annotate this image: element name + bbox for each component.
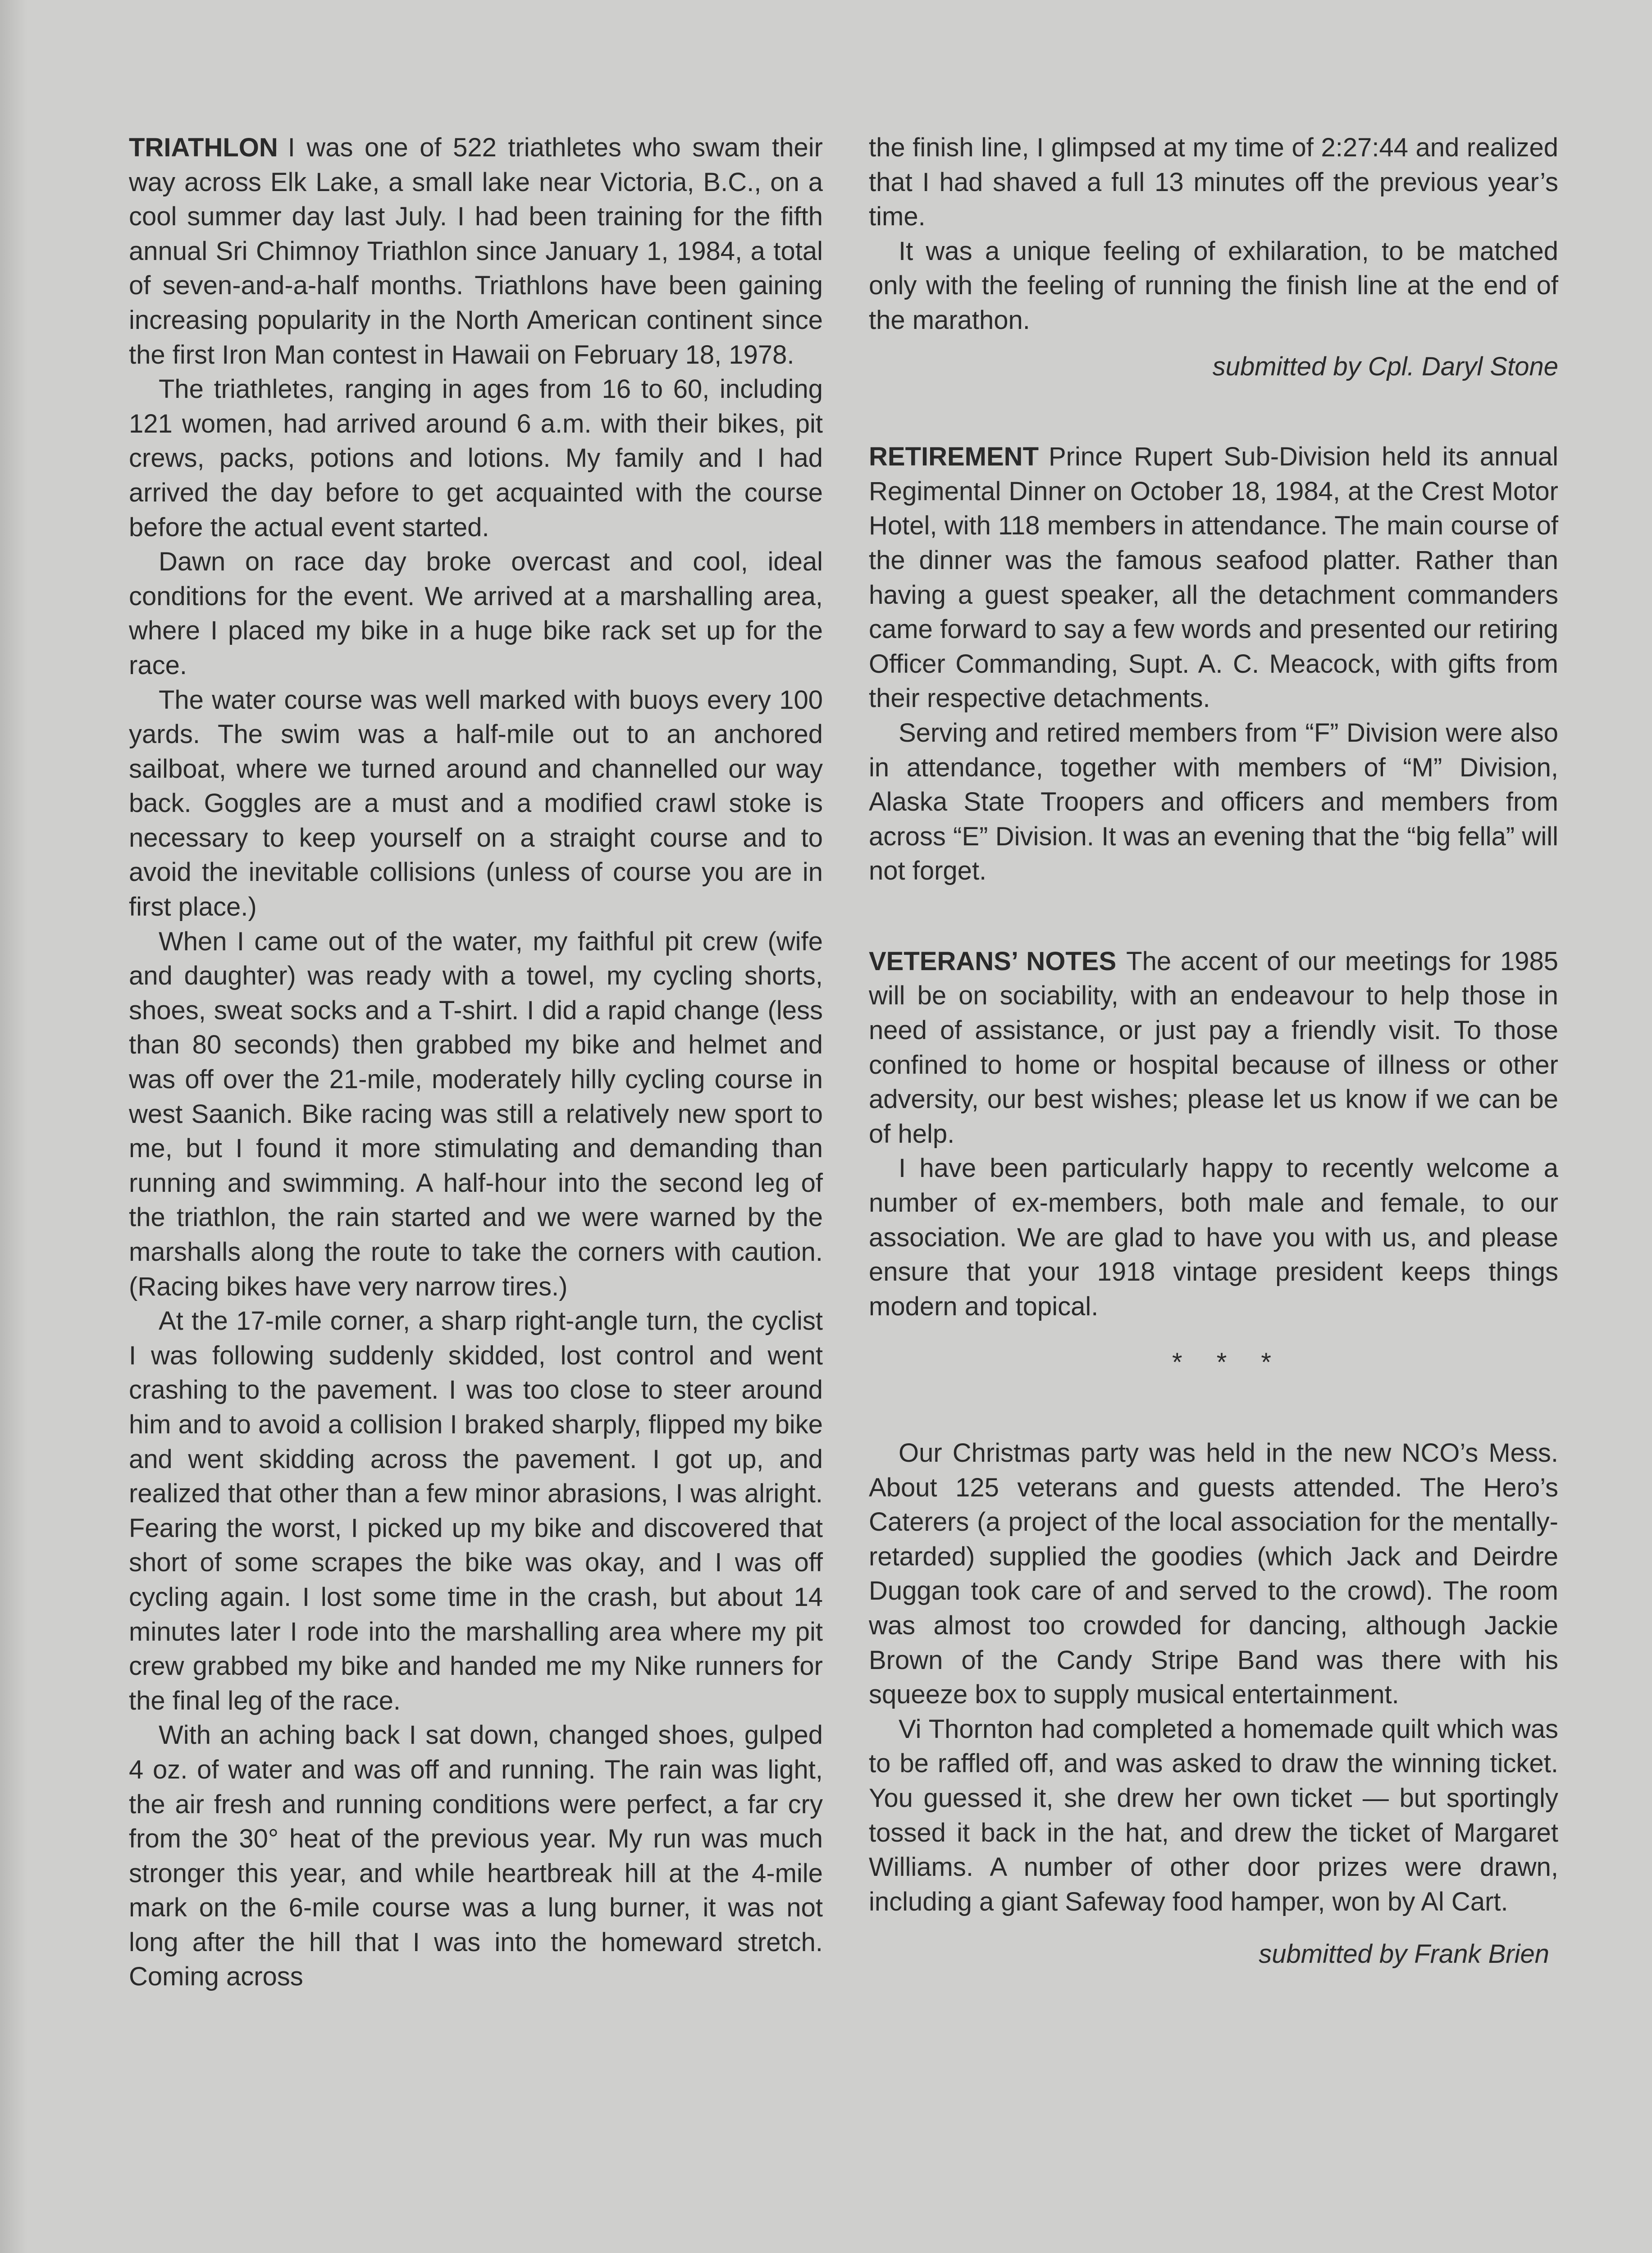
- triathlon-byline: submitted by Cpl. Daryl Stone: [1212, 351, 1558, 381]
- section-separator: * * *: [1172, 1348, 1285, 1377]
- left-column: [129, 131, 823, 1994]
- triathlon-paragraph-1: [129, 131, 823, 372]
- triathlon-continued-paragraph-1: the finish line, I glimpsed at my time of 2:27:44 and realized that I had shaved a full 13 minutes off the previous year’s time.: [869, 133, 1558, 232]
- triathlon-paragraph-2: The triathletes, ranging in ages from 16 to 60, including 121 women, had arrived around 6 a.m. with their bikes, pit crews, packs, potions and lotions. My family and I had arrived the day before to get acquainted with the course before the actual event started.: [129, 374, 823, 542]
- veterans-heading: VETERANS’ NOTES: [869, 946, 1117, 976]
- veterans-paragraph-1: [869, 944, 1558, 1152]
- triathlon-heading: TRIATHLON: [129, 133, 278, 162]
- triathlon-paragraph-6: At the 17-mile corner, a sharp right-angle turn, the cyclist I was following suddenly skidded, lost control and went crashing to the pavement. I was too close to steer around him and to avoid a collision I braked sharply, flipped my bike and went skidding across the pavement. I got up, and realized that other than a few minor abrasions, I was alright. Fearing the worst, I picked up my bike and discovered that short of some scrapes the bike was okay, and I was off cycling again. I lost some time in the crash, but about 14 minutes later I rode into the marshalling area where my pit crew grabbed my bike and handed me my Nike runners for the final leg of the race.: [129, 1306, 823, 1715]
- retirement-paragraph-1: [869, 440, 1558, 716]
- triathlon-paragraph-3: Dawn on race day broke overcast and cool, ideal conditions for the event. We arrived at a marshalling area, where I placed my bike in a huge bike rack set up for the race.: [129, 547, 823, 680]
- triathlon-paragraph-7: With an aching back I sat down, changed shoes, gulped 4 oz. of water and was off and running. The rain was light, the air fresh and running conditions were perfect, a far cry from the 30° heat of the previous year. My run was much stronger this year, and while heartbreak hill at the 4-mile mark on the 6-mile course was a lung burner, it was not long after the hill that I was into the homeward stretch. Coming across: [129, 1720, 823, 1992]
- veterans-paragraph-3: Our Christmas party was held in the new NCO’s Mess. About 125 veterans and guests attended. The Hero’s Caterers (a project of the local association for the mentally-retarded) supplied the goodies (which Jack and Deirdre Duggan took care of and served to the crowd). The room was almost too crowded for dancing, although Jackie Brown of the Candy Stripe Band was there with his squeeze box to supply musical entertainment.: [869, 1438, 1558, 1710]
- triathlon-paragraph-4: The water course was well marked with buoys every 100 yards. The swim was a half-mile out to an anchored sailboat, where we turned around and channelled our way back. Goggles are a must and a modified crawl stoke is necessary to keep yourself on a straight course and to avoid the inevitable collisions (unless of course you are in first place.): [129, 685, 823, 922]
- triathlon-continued-paragraph-2: It was a unique feeling of exhilaration, to be matched only with the feeling of running the finish line at the end of the marathon.: [869, 236, 1558, 335]
- veterans-byline: submitted by Frank Brien: [1259, 1939, 1549, 1969]
- veterans-paragraph-2: I have been particularly happy to recently welcome a number of ex-members, both male and female, to our association. We are glad to have you with us, and please ensure that your 1918 vintage president keeps things modern and topical.: [869, 1154, 1558, 1321]
- retirement-heading: RETIREMENT: [869, 442, 1039, 472]
- retirement-paragraph-2: Serving and retired members from “F” Division were also in attendance, together with members of “M” Division, Alaska State Troopers and officers and members from across “E” Division. It was an evening that the “big fella” will not forget.: [869, 718, 1558, 886]
- veterans-paragraph-4: Vi Thornton had completed a homemade quilt which was to be raffled off, and was asked to draw the winning ticket. You guessed it, she drew her own ticket — but sportingly tossed it back in the hat, and drew the ticket of Margaret Williams. A number of other door prizes were drawn, including a giant Safeway food hamper, won by Al Cart.: [869, 1714, 1558, 1916]
- retirement-paragraph-1-text: Prince Rupert Sub-Division held its annual Regimental Dinner on October 18, 1984, at the Crest Motor Hotel, with 118 members in attendance. The main course of the dinner was the famous seafood platter. Rather than having a guest speaker, all the detachment commanders came forward to say a few words and presented our retiring Officer Commanding, Supt. A. C. Meacock, with gifts from their respective detachments.: [869, 442, 1558, 713]
- right-column: [869, 131, 1558, 1972]
- veterans-paragraph-1-text: The accent of our meetings for 1985 will be on sociability, with an endeavour to help those in need of assistance, or just pay a friendly visit. To those confined to home or hospital because of illness or other adversity, our best wishes; please let us know if we can be of help.: [869, 946, 1558, 1149]
- page-gutter-shadow: [0, 0, 27, 2253]
- triathlon-paragraph-5: When I came out of the water, my faithful pit crew (wife and daughter) was ready with a towel, my cycling shorts, shoes, sweat socks and a T-shirt. I did a rapid change (less than 80 seconds) then grabbed my bike and helmet and was off over the 21-mile, moderately hilly cycling course in west Saanich. Bike racing was still a relatively new sport to me, but I found it more stimulating and demanding than running and swimming. A half-hour into the second leg of the triathlon, the rain started and we were warned by the marshalls along the route to take the corners with caution. (Racing bikes have very narrow tires.): [129, 926, 823, 1301]
- triathlon-paragraph-1-text: I was one of 522 triathletes who swam their way across Elk Lake, a small lake near Victoria, B.C., on a cool summer day last July. I had been training for the fifth annual Sri Chimnoy Triathlon since January 1, 1984, a total of seven-and-a-half months. Triathlons have been gaining increasing popularity in the North American continent since the first Iron Man contest in Hawaii on February 18, 1978.: [129, 133, 823, 369]
